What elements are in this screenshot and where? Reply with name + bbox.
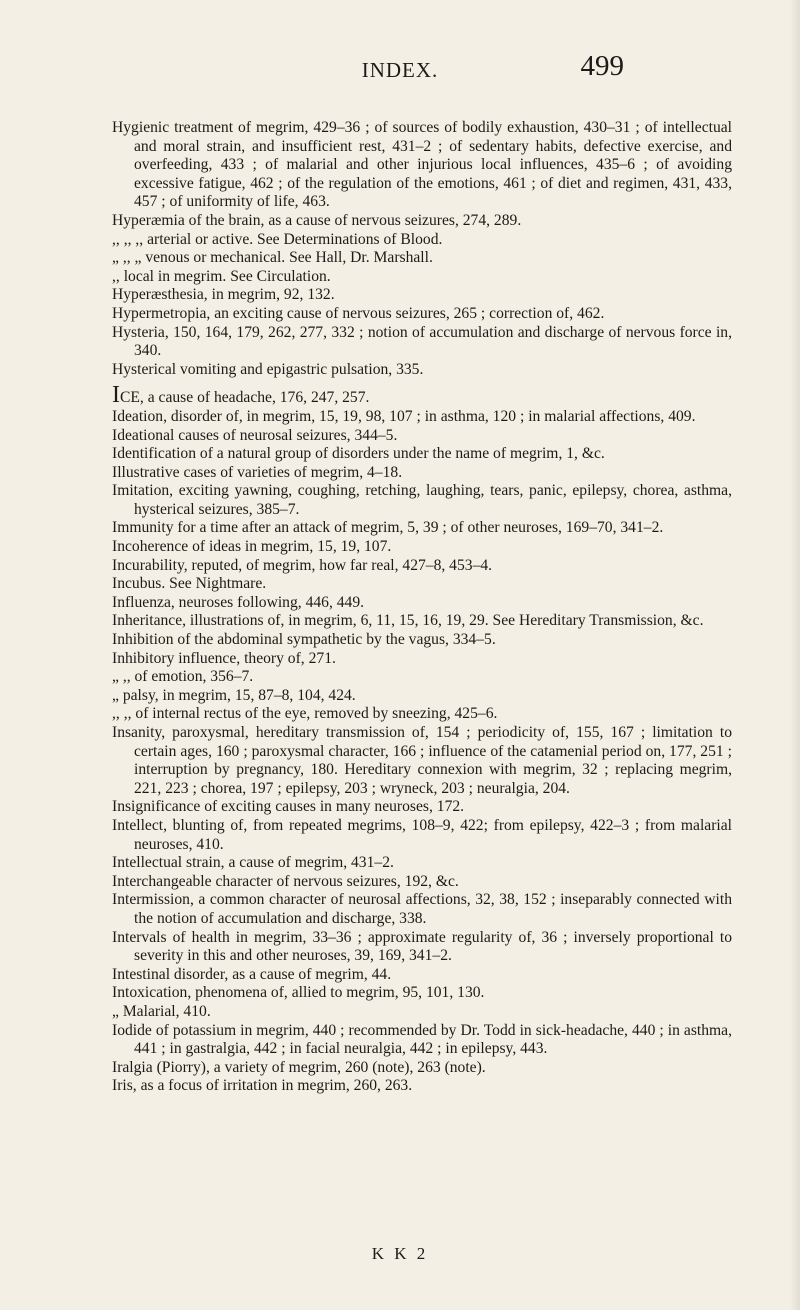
index-entry — [112, 705, 732, 724]
index-entry-text: Intermission, a common character of neurosal affections, 32, 38, 152 ; inseparably connected with the notion of accumulation and discharge, 338. — [112, 891, 732, 927]
signature-mark: K K 2 — [371, 1244, 429, 1263]
index-entry-text: „ Malarial, 410. — [112, 1002, 211, 1020]
index-entry — [112, 575, 732, 594]
index-entry-text: ,, ,, of internal rectus of the eye, removed by sneezing, 425–6. — [112, 705, 498, 723]
index-entry-text: Ideation, disorder of, in megrim, 15, 19, 98, 107 ; in asthma, 120 ; in malarial affections, 409. — [112, 407, 696, 425]
index-entry-text: Hyperæsthesia, in megrim, 92, 132. — [112, 286, 335, 304]
index-entry — [112, 1059, 732, 1078]
index-entry-text: Hypermetropia, an exciting cause of nervous seizures, 265 ; correction of, 462. — [112, 304, 605, 322]
index-entry — [112, 891, 732, 928]
index-entry — [112, 382, 732, 409]
index-entry-text: Incoherence of ideas in megrim, 15, 19, 107. — [112, 538, 392, 556]
index-entry — [112, 361, 732, 380]
running-title: INDEX. — [361, 58, 439, 82]
index-body — [112, 119, 732, 1096]
index-entry — [112, 519, 732, 538]
index-entry — [112, 798, 732, 817]
index-entry — [112, 1022, 732, 1059]
index-entry-text: Hysterical vomiting and epigastric pulsation, 335. — [112, 360, 424, 378]
index-entry — [112, 268, 732, 287]
index-entry-text: ,, ,, ,, arterial or active. See Determinations of Blood. — [112, 230, 443, 248]
index-entry — [112, 612, 732, 631]
index-entry-text: Inheritance, illustrations of, in megrim, 6, 11, 15, 16, 19, 29. See Hereditary Transmission, &c. — [112, 612, 704, 630]
drop-cap: I — [112, 382, 120, 409]
index-entry-text: Identification of a natural group of disorders under the name of megrim, 1, &c. — [112, 445, 605, 463]
index-entry-text: Intervals of health in megrim, 33–36 ; approximate regularity of, 36 ; inversely proportional to severity in this and other neuroses, 39, 169, 341–2. — [112, 928, 732, 965]
page-header — [0, 50, 800, 90]
index-entry — [112, 687, 732, 706]
index-entry-text: Insanity, paroxysmal, hereditary transmission of, 154 ; periodicity of, 155, 167 ; limitation to certain ages, 160 ; paroxysmal character, 166 ; influence of the catamenial period on, 177, 251 ; interruption by pregnancy, 180. Hereditary connexion with megrim, 32 ; replacing megrim, 221, 223 ; chorea, 197 ; epilepsy, 203 ; wryneck, 203 ; neuralgia, 204. — [112, 724, 732, 797]
index-entry-text: Intellect, blunting of, from repeated megrims, 108–9, 422; from epilepsy, 422–3 ; from malarial neuroses, 410. — [112, 816, 732, 853]
index-entry — [112, 119, 732, 212]
index-entry — [112, 427, 732, 446]
index-entry-text: ,, local in megrim. See Circulation. — [112, 267, 331, 285]
index-entry-text: Immunity for a time after an attack of megrim, 5, 39 ; of other neuroses, 169–70, 341–2. — [112, 519, 664, 537]
index-entry — [112, 1003, 732, 1022]
index-entry-text: Illustrative cases of varieties of megrim, 4–18. — [112, 463, 403, 481]
index-entry — [112, 966, 732, 985]
index-entry — [112, 631, 732, 650]
index-entry — [112, 668, 732, 687]
index-entry-text: Hygienic treatment of megrim, 429–36 ; of sources of bodily exhaustion, 430–31 ; of intellectual and moral strain, and insufficient rest, 431–2 ; of sedentary habits, defective exercise, and overfeeding, 433 ; of malarial and other injurious local influences, 435–6 ; of avoiding excessive fatigue, 462 ; of the regulation of the emotions, 461 ; of diet and regimen, 431, 433, 457 ; of uniformity of life, 463. — [112, 119, 732, 211]
index-entry — [112, 538, 732, 557]
index-entry-text: „ ,, „ venous or mechanical. See Hall, Dr. Marshall. — [112, 249, 433, 267]
index-entry — [112, 724, 732, 798]
index-entry — [112, 929, 732, 966]
index-entry — [112, 324, 732, 361]
index-entry — [112, 464, 732, 483]
index-entry — [112, 854, 732, 873]
index-entry — [112, 249, 732, 268]
index-entry-text: Intoxication, phenomena of, allied to megrim, 95, 101, 130. — [112, 984, 485, 1002]
index-entry-text: Insignificance of exciting causes in many neuroses, 172. — [112, 798, 465, 816]
index-entry — [112, 305, 732, 324]
index-entry-text: Interchangeable character of nervous seizures, 192, &c. — [112, 872, 459, 890]
index-entry-text: Iralgia (Piorry), a variety of megrim, 260 (note), 263 (note). — [112, 1058, 486, 1076]
page-edge-shadow — [790, 0, 800, 1310]
index-entry-text: Imitation, exciting yawning, coughing, retching, laughing, tears, panic, epilepsy, chorea, asthma, hysterical seizures, 385–7. — [112, 482, 732, 518]
index-entry — [112, 650, 732, 669]
index-entry-text: Inhibition of the abdominal sympathetic by the vagus, 334–5. — [112, 631, 496, 649]
index-entry-text: Hysteria, 150, 164, 179, 262, 277, 332 ; notion of accumulation and discharge of nervous force in, 340. — [112, 323, 732, 360]
index-entry — [112, 482, 732, 519]
index-entry — [112, 873, 732, 892]
index-entry-text: Incurability, reputed, of megrim, how far real, 427–8, 453–4. — [112, 556, 493, 574]
index-entry-text: „ palsy, in megrim, 15, 87–8, 104, 424. — [112, 686, 356, 704]
index-entry — [112, 286, 732, 305]
index-entry-text: Inhibitory influence, theory of, 271. — [112, 649, 336, 667]
index-entry-text: Iodide of potassium in megrim, 440 ; recommended by Dr. Todd in sick-headache, 440 ; in asthma, 441 ; in gastralgia, 442 ; in facial neuralgia, 442 ; in epilepsy, 443. — [112, 1021, 732, 1058]
index-entry-text: CE, a cause of headache, 176, 247, 257. — [120, 389, 370, 407]
index-entry — [112, 817, 732, 854]
index-entry-text: Influenza, neuroses following, 446, 449. — [112, 593, 365, 611]
index-entry — [112, 408, 732, 427]
index-entry — [112, 445, 732, 464]
index-entry — [112, 984, 732, 1003]
index-entry-text: Intellectual strain, a cause of megrim, 431–2. — [112, 854, 394, 872]
index-entry-text: Intestinal disorder, as a cause of megrim, 44. — [112, 965, 392, 983]
index-entry-text: Hyperæmia of the brain, as a cause of nervous seizures, 274, 289. — [112, 211, 522, 229]
index-entry-text: Iris, as a focus of irritation in megrim, 260, 263. — [112, 1077, 413, 1095]
index-entry — [112, 212, 732, 231]
index-entry — [112, 231, 732, 250]
index-entry — [112, 594, 732, 613]
page-number: 499 — [580, 50, 624, 82]
index-entry — [112, 1077, 732, 1096]
index-entry-text: „ ,, of emotion, 356–7. — [112, 668, 254, 686]
index-entry-text: Incubus. See Nightmare. — [112, 575, 267, 593]
index-entry — [112, 557, 732, 576]
index-entry-text: Ideational causes of neurosal seizures, 344–5. — [112, 426, 398, 444]
